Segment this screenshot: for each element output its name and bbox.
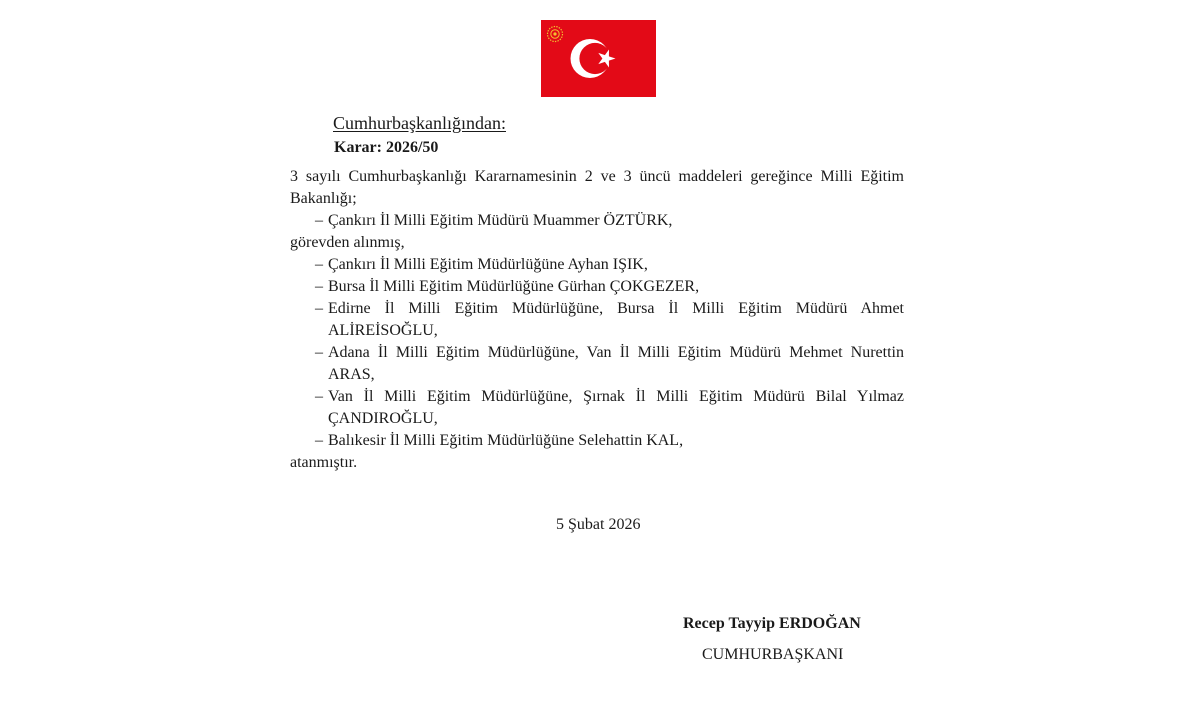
- appointed-item: [315, 342, 904, 386]
- decree-body: [290, 166, 904, 474]
- signer-title: CUMHURBAŞKANI: [702, 646, 844, 663]
- appointed-closing: atanmıştır.: [290, 454, 358, 471]
- decree-date: 5 Şubat 2026: [556, 516, 641, 533]
- item-dash: –: [315, 278, 323, 295]
- appointed-item: [315, 254, 904, 276]
- appointed-item-text: Bursa İl Milli Eğitim Müdürlüğüne Gürhan ÇOKGEZER,: [328, 278, 700, 295]
- item-dash: –: [315, 388, 323, 405]
- appointed-item: [315, 430, 904, 452]
- document-heading: Cumhurbaşkanlığından:: [333, 113, 506, 133]
- appointed-item: [315, 386, 904, 430]
- appointed-item-text: Balıkesir İl Milli Eğitim Müdürlüğüne Selehattin KAL,: [328, 432, 684, 449]
- presidential-seal-icon: [546, 25, 564, 43]
- appointed-item: [315, 298, 904, 342]
- intro-paragraph: 3 sayılı Cumhurbaşkanlığı Kararnamesinin 2 ve 3 üncü maddeleri gereğince Milli Eğitim Bakanlığı;: [290, 168, 904, 207]
- appointed-item: [315, 276, 904, 298]
- item-dash: –: [315, 256, 323, 273]
- signer-name: Recep Tayyip ERDOĞAN: [683, 615, 861, 632]
- appointed-item-text: Adana İl Milli Eğitim Müdürlüğüne, Van İl Milli Eğitim Müdürü Mehmet Nurettin ARAS,: [328, 344, 904, 383]
- dismissed-item: [315, 210, 904, 232]
- item-dash: –: [315, 300, 323, 317]
- appointed-item-text: Çankırı İl Milli Eğitim Müdürlüğüne Ayhan IŞIK,: [328, 256, 648, 273]
- turkish-flag-icon: [541, 20, 656, 97]
- decision-number: Karar: 2026/50: [334, 139, 439, 156]
- item-dash: –: [315, 212, 323, 229]
- dismissed-closing: görevden alınmış,: [290, 234, 405, 251]
- item-dash: –: [315, 432, 323, 449]
- appointed-item-text: Edirne İl Milli Eğitim Müdürlüğüne, Bursa İl Milli Eğitim Müdürü Ahmet ALİREİSOĞLU,: [328, 300, 904, 339]
- item-dash: –: [315, 344, 323, 361]
- dismissed-item-text: Çankırı İl Milli Eğitim Müdürü Muammer ÖZTÜRK,: [328, 212, 673, 229]
- appointed-item-text: Van İl Milli Eğitim Müdürlüğüne, Şırnak İl Milli Eğitim Müdürü Bilal Yılmaz ÇANDIROĞLU,: [328, 388, 904, 427]
